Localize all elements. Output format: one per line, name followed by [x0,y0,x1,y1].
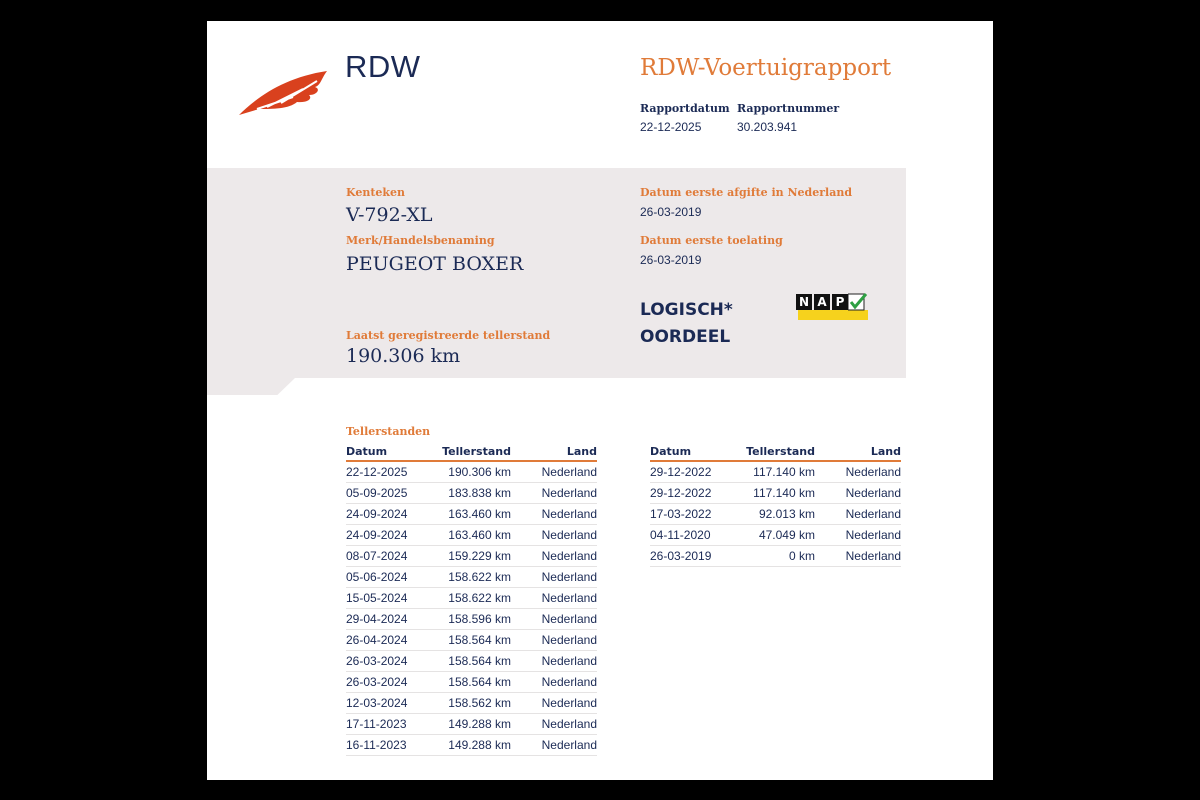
first-nl-label: Datum eerste afgifte in Nederland [640,186,853,199]
cell-date: 17-03-2022 [650,504,730,525]
report-title: RDW-Voertuigrapport [640,55,892,81]
first-admission-value: 26-03-2019 [640,253,702,267]
table-row [346,461,597,483]
cell-reading: 158.622 km [426,567,511,588]
cell-reading: 158.596 km [426,609,511,630]
nap-letter-n: N [796,294,812,310]
cell-date: 05-09-2025 [346,483,426,504]
cell-reading: 117.140 km [730,461,815,483]
make-value: PEUGEOT BOXER [346,253,524,275]
table-row [346,609,597,630]
report-number-label: Rapportnummer [737,102,840,115]
cell-country: Nederland [511,609,597,630]
table-row [346,693,597,714]
nap-letter-a: A [814,294,830,310]
table-row [346,735,597,756]
cell-date: 16-11-2023 [346,735,426,756]
first-admission-label: Datum eerste toelating [640,234,783,247]
table-row [650,504,901,525]
cell-date: 29-12-2022 [650,461,730,483]
plate-label: Kenteken [346,186,406,199]
col-header-reading: Tellerstand [426,444,511,461]
table-header-row [346,444,597,461]
report-number: 30.203.941 [737,120,798,134]
cell-country: Nederland [511,546,597,567]
cell-date: 22-12-2025 [346,461,426,483]
cell-reading: 163.460 km [426,525,511,546]
table-row [346,504,597,525]
table-row [346,714,597,735]
col-header-country: Land [511,444,597,461]
cell-reading: 190.306 km [426,461,511,483]
logic-verdict [640,297,733,351]
table-header-row [650,444,901,461]
cell-date: 04-11-2020 [650,525,730,546]
cell-date: 29-12-2022 [650,483,730,504]
cell-country: Nederland [511,567,597,588]
cell-date: 26-03-2024 [346,672,426,693]
cell-country: Nederland [511,483,597,504]
cell-date: 24-09-2024 [346,525,426,546]
col-header-reading: Tellerstand [730,444,815,461]
brand-name: RDW [345,49,421,84]
cell-country: Nederland [511,461,597,483]
cell-reading: 158.564 km [426,672,511,693]
cell-reading: 163.460 km [426,504,511,525]
rdw-logo-icon [237,65,333,117]
plate-value: V-792-XL [346,204,433,226]
cell-reading: 92.013 km [730,504,815,525]
table-row [346,525,597,546]
cell-country: Nederland [511,693,597,714]
table-row [346,588,597,609]
table-row [346,567,597,588]
table-row [650,525,901,546]
cell-country: Nederland [511,525,597,546]
odometer-value: 190.306 km [346,345,461,367]
cell-country: Nederland [511,588,597,609]
report-date-block [640,102,730,134]
cell-date: 15-05-2024 [346,588,426,609]
nap-logo-icon [796,292,868,322]
cell-reading: 158.564 km [426,651,511,672]
cell-country: Nederland [511,735,597,756]
vehicle-summary-panel [207,168,906,378]
cell-date: 08-07-2024 [346,546,426,567]
odometer-label: Laatst geregistreerde tellerstand [346,329,551,342]
table-row [650,483,901,504]
cell-country: Nederland [815,546,901,567]
table-row [346,546,597,567]
cell-date: 26-03-2019 [650,546,730,567]
col-header-date: Datum [650,444,730,461]
cell-date: 29-04-2024 [346,609,426,630]
table-row [650,546,901,567]
cell-date: 05-06-2024 [346,567,426,588]
cell-reading: 47.049 km [730,525,815,546]
cell-date: 26-04-2024 [346,630,426,651]
cell-country: Nederland [511,714,597,735]
table-row [346,672,597,693]
cell-reading: 158.564 km [426,630,511,651]
verdict-line-2: OORDEEL [640,327,731,347]
table-row [346,483,597,504]
cell-reading: 149.288 km [426,735,511,756]
report-date-label: Rapportdatum [640,102,730,115]
verdict-line-1: LOGISCH* [640,300,733,320]
cell-date: 26-03-2024 [346,651,426,672]
cell-country: Nederland [815,483,901,504]
report-page [207,21,993,780]
table-row [346,651,597,672]
cell-reading: 158.622 km [426,588,511,609]
table-row [650,461,901,483]
cell-reading: 183.838 km [426,483,511,504]
cell-country: Nederland [815,504,901,525]
cell-date: 12-03-2024 [346,693,426,714]
cell-country: Nederland [511,672,597,693]
cell-country: Nederland [511,504,597,525]
cell-reading: 117.140 km [730,483,815,504]
cell-country: Nederland [815,525,901,546]
table-row [346,630,597,651]
report-number-block [737,102,839,134]
cell-country: Nederland [815,461,901,483]
cell-date: 17-11-2023 [346,714,426,735]
nap-check-icon [848,292,868,312]
cell-reading: 0 km [730,546,815,567]
cell-country: Nederland [511,630,597,651]
readings-title: Tellerstanden [346,425,431,438]
cell-reading: 158.562 km [426,693,511,714]
make-label: Merk/Handelsbenaming [346,234,495,247]
report-date: 22-12-2025 [640,120,702,134]
panel-notch [207,378,295,395]
readings-table-right [650,444,901,567]
cell-reading: 159.229 km [426,546,511,567]
cell-reading: 149.288 km [426,714,511,735]
col-header-country: Land [815,444,901,461]
nap-letter-p: P [832,294,848,310]
col-header-date: Datum [346,444,426,461]
cell-date: 24-09-2024 [346,504,426,525]
cell-country: Nederland [511,651,597,672]
readings-table-left [346,444,597,756]
first-nl-value: 26-03-2019 [640,205,702,219]
